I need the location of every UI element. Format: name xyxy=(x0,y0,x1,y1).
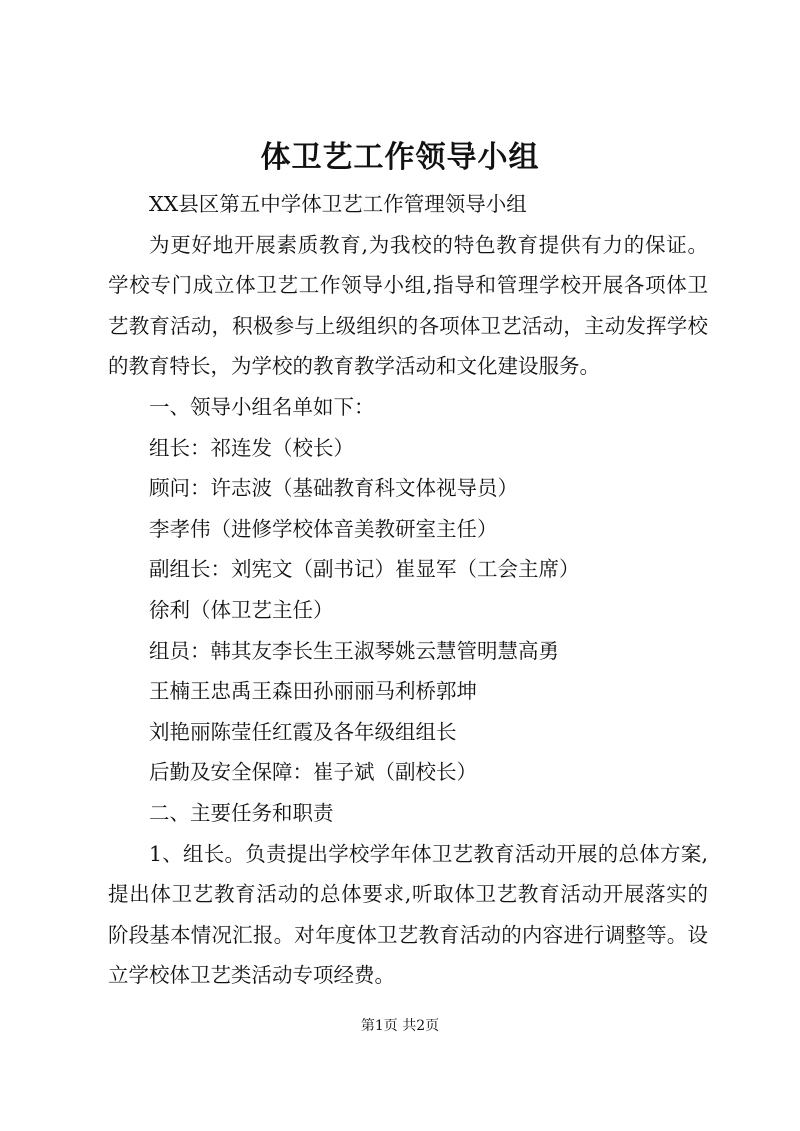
intro-paragraph: 为更好地开展素质教育,为我校的特色教育提供有力的保证。学校专门成立体卫艺工作领导小组,指导和管理学校开展各项体卫艺教育活动，积极参与上级组织的各项体卫艺活动，主动发挥学校的教育特长，为学校的教育教学活动和文化建设服务。 xyxy=(108,232,708,379)
advisor-line: 顾问：许志波（基础教育科文体视导员） xyxy=(149,476,518,501)
document-title: 体卫艺工作领导小组 xyxy=(260,140,540,175)
advisor-line-2: 李孝伟（进修学校体音美教研室主任） xyxy=(149,516,498,541)
duty-paragraph-1: 1、组长。负责提出学校学年体卫艺教育活动开展的总体方案,提出体卫艺教育活动的总体要求,听取体卫艺教育活动开展落实的阶段基本情况汇报。对年度体卫艺教育活动的内容进行调整等。设立学校体卫艺类活动专项经费。 xyxy=(108,841,708,988)
document-body xyxy=(108,184,708,996)
deputy-leader-line: 副组长：刘宪文（副书记）崔显军（工会主席） xyxy=(149,557,580,582)
section-heading-duties: 二、主要任务和职责 xyxy=(149,800,334,825)
logistics-line: 后勤及安全保障：崔子斌（副校长） xyxy=(149,760,477,785)
members-line: 组员：韩其友李长生王淑琴姚云慧管明慧高勇 xyxy=(149,638,559,663)
section-heading-list: 一、领导小组名单如下： xyxy=(149,394,375,419)
page-footer: 第1页 共2页 xyxy=(360,1018,440,1034)
leader-line: 组长：祁连发（校长） xyxy=(149,435,354,460)
members-line-2: 王楠王忠禹王森田孙丽丽马利桥郭坤 xyxy=(149,679,477,704)
deputy-leader-line-2: 徐利（体卫艺主任） xyxy=(149,597,334,622)
subtitle-paragraph: XX县区第五中学体卫艺工作管理领导小组 xyxy=(149,192,527,216)
members-line-3: 刘艳丽陈莹任红霞及各年级组组长 xyxy=(149,719,457,744)
